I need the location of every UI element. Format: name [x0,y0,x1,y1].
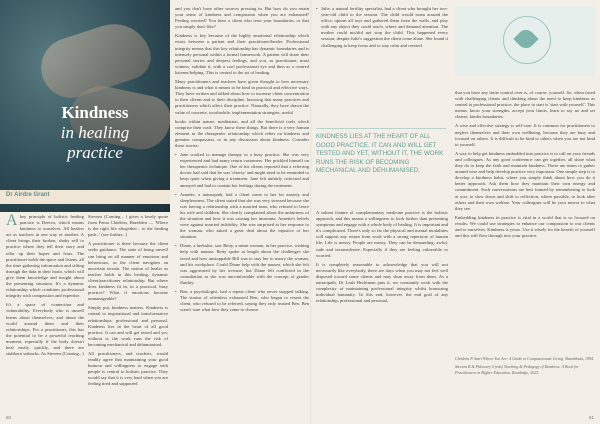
reference-item: Stevens B & Phlowery S (eds) Teaching & Pedagogy of Kindness: A Book for Practitioners in Higher Education. Routledge, 2023. [455,364,579,375]
paragraph: A way to help get kindness embedded into practice is to call on your friends and colleagues. As any good conference can get together, all share what they do to keep the faith and maintain kindness. These are times to gather around wise and help develop practice very important. One simple step is to develop a kindness habit, where you simply think about how you do it better approach. Ask them how they maintain their own energy and commitment. Such conversations are best framed by remembering to look at you, to slow down and shift to reflection, where possible, to look after others and their own welfare. Your colleagues will be your mirror to what they see. [455,150,595,211]
list-item: • Diane, a herbalist, saw Betty, a mean woman, in her practice, wishing help with nausea. Betty spoke at length about the challenges she faced and how unstoppable Bill was to stay her to marry the woman, and his workplace. Could Diane help with the nausea, which she felt was aggravated by her overuse, but Diane felt conflicted in the consultation as she was uncomfortable with the concept of gender fluidity. [175,243,309,286]
paragraph: A practitioner is there because the client seeks guidance. The state of being unwell can bring on all manner of emotions and behaviours, as the client navigates an uncertain terrain. The notion of healer as teacher holds in this healing, dynamic client/practitioner relationship. But where does kindness fit in, in a practical, busy practice? What if emotions become unmanageable? [88,241,168,302]
page-number-right: 61 [588,415,594,420]
paragraph: It is completely reasonable to acknowledge that you will not necessarily like everybody, there are days when you may not feel well disposed toward some clients and may shun away from them. As a naturopath, Dr Leah Hechtman puts it, we constantly work with the complexity of maintaining professional integrity whilst honouring individual humanity. To this end, however, the end goal of any relationship, professional and personal, [316,261,448,304]
paragraph: A salient feature of complementary medicine practice is the holistic approach, and this means a willingness to look further than presenting symptoms and engage with a whole body of healing. It is important and it's complicated. There's only so far the physical and mental modalities will support any return from work with a strong repertoire of human life. Life is messy. People are messy. They can be demanding, awful, rude and inconsiderate. Especially if they are feeling vulnerable or worried. [316,210,448,258]
paragraph: that you have any finite control over is, of course, yourself. So, when faced with challenging clients and thinking about the need to keep kindness as central to professional practice, the place to start is 'start with yourself'. This means, know your strengths, accept your limits, learn to say no and set clearer, kinder boundaries. [455,90,595,120]
decorative-emblem [455,6,595,76]
paragraph: Simply put, kindness matters. Kindness is central to inspirational and transformative relationships, professional and personal. Kindness lies in the heart of all good practice. It can and will get tested and yet, without it, the work runs the risk of becoming mechanical and dehumanised. [88,305,168,347]
list-item: • Annette, a naturopath, had a client come to her for anxiety and sleeplessness. The client stated that she was very stressed because she was having a relationship with a married man, who refused to leave his wife and children. She clearly complained about the unfairness of the situation and how it was causing her insomnia. Annette's beliefs were against married infidelity. She was surprised at her response to the woman, who asked a great deal about the injustice of her situation. [175,192,309,241]
references [455,356,595,378]
drop-cap: A [6,212,18,229]
body-column-3 [175,6,309,416]
title-line: practice [67,143,123,162]
page-number-left: 60 [6,415,12,420]
list-item: • Jane worked to manage therapy in a busy practice. She was very experienced and had many return customers. Her prickled himself on her therapeutic technique. One of his clients reported that a referring doctor had said that he was 'cheesy' and might need to be reminded to keep quiet when giving a treatment. Jane felt unfairly criticised and annoyed and had to contain her feelings during the treatment. [175,152,309,189]
list-item: • Ben, a psychologist, had a repeat client who never stopped talking. The strains of relentless exhausted Ben, who began to resent the client, who refused to be referred, saying they only trusted Ben. Ben wasn't sure what how they came to choose. [175,289,309,313]
paragraph: Akey principle of holistic healing practice is Deeces, which means kindness to ourselves. All healers act as teachers in one way or another. A client brings their broken, shaky self to practice where they tell their story and offer up their hopes and fears. The practitioner holds the space and listens, all the time gathering information and sifting through the data in their brain, which will give them knowledge and insight about the presenting situation. It's a dynamic relationship which combines professional integrity with compassion and expertise. [6,212,84,299]
paragraph: Embedding kindness in practice is vital in a world that is so focused on results. We could use strategies to enhance our compassion to our clients and to ourselves. Kindness is yours. Use it wisely for the benefit of yourself and this will flow through into your practice. [455,214,595,239]
byline-bar [0,190,170,204]
title-line: in healing [60,123,130,142]
page-fold [310,0,312,424]
body-column-4b [316,210,448,307]
paragraph: books within nature, meditation, and all the beneficial tools which comprise their craft. They know these things. But there is a very human element in the therapeutic relationship which relies on kindness and genuine compassion, or in any discussion about kindness. Consider these stories: [175,118,309,148]
paragraph: All practitioners, and teachers, would readily agree that maintaining your good humour and willingness to engage with people is central to holistic practice. They would say that it is very hard when you are feeling tired and supported [88,350,168,387]
hero-image [0,0,170,212]
author-byline: Dr Airdre Grant [6,192,50,198]
article-title [30,103,160,163]
body-column-5 [455,90,595,242]
paragraph: Many practitioners and teachers have given thought to how necessary kindness is and what it means to be kind in practical and effective ways. They have written and talked about how to increase client concentration to their clients and to their discipline, knowing that many practices and practitioners which affect their practice. Naturally, they have drawn the value of concrete, worthwhile, implementation strategies, useful [175,79,309,115]
body-column-4 [316,6,448,52]
paragraph: A wise and effective strategy is self-care. It is common for practitioners to neglect themselves and their own wellbeing, because they are busy and focused on others. It is difficult to be kind to others when you are not kind to yourself. [455,123,595,147]
list-item: • Julie, a natural fertility specialist, had a client who brought her two-year-old child to the session. The child would roam around the office, upturn all toys and gathered them from the walls, and play with any object they could reach, where and demand attention. The mother could not/did not stop the child. This happened every session, despite Julie's suggestion the client come alone. She found it challenging to keep focus and to stay calm and centred. [316,6,448,49]
paragraph: Kindness is key because of the highly emotional relationship which exists between a patient and their practitioner/healer. Professional integrity means that this key relationship has dynamic boundaries and is intensely personal within a formal framework. A patient will share their personal stories and deepest feelings, and you, as practitioner, must witness, validate it, with a cool professional eye and then as a centred listener/helping. This is central to the art of healing. [175,33,309,75]
title-line: Kindness [61,103,129,122]
paragraph: and you don't have other sources pressing in. But how do you retain your sense of kindness and compassion when you are exhausted? Feeling worried? You have a client who tests your boundaries, or that you simply don't like? [175,6,309,30]
body-column-1 [6,214,84,414]
paragraph: It's a space of connection and vulnerability. Everybody who is unwell learns about themselves, and about the world around them and their relationships. For a practitioner, this has the potential to be a powerful teaching moment, especially if the body doesn't heal easily, quickly, and there are stubborn setbacks. As Stevens (Coming...) [6,302,84,357]
pull-quote: KINDNESS LIES AT THE HEART OF ALL GOOD PRACTICE. IT CAN AND WILL GET TESTED AND YET, WITHOUT IT, THE WORK RUNS THE RISK OF BECOMING MECHANICAL AND DEHUMANISED. [316,128,446,176]
body-column-2 [88,214,168,414]
paragraph: Stevens (Coming... ) gives a lovely quote from Pema Chödrön, Hazelden — 'Where is the right life altogether... to the healing path...' (see further...) [88,214,168,238]
reference-item: Chödrön P. Start Where You Are: A Guide to Compassionate Living. Shambhala, 1994. [455,356,595,361]
